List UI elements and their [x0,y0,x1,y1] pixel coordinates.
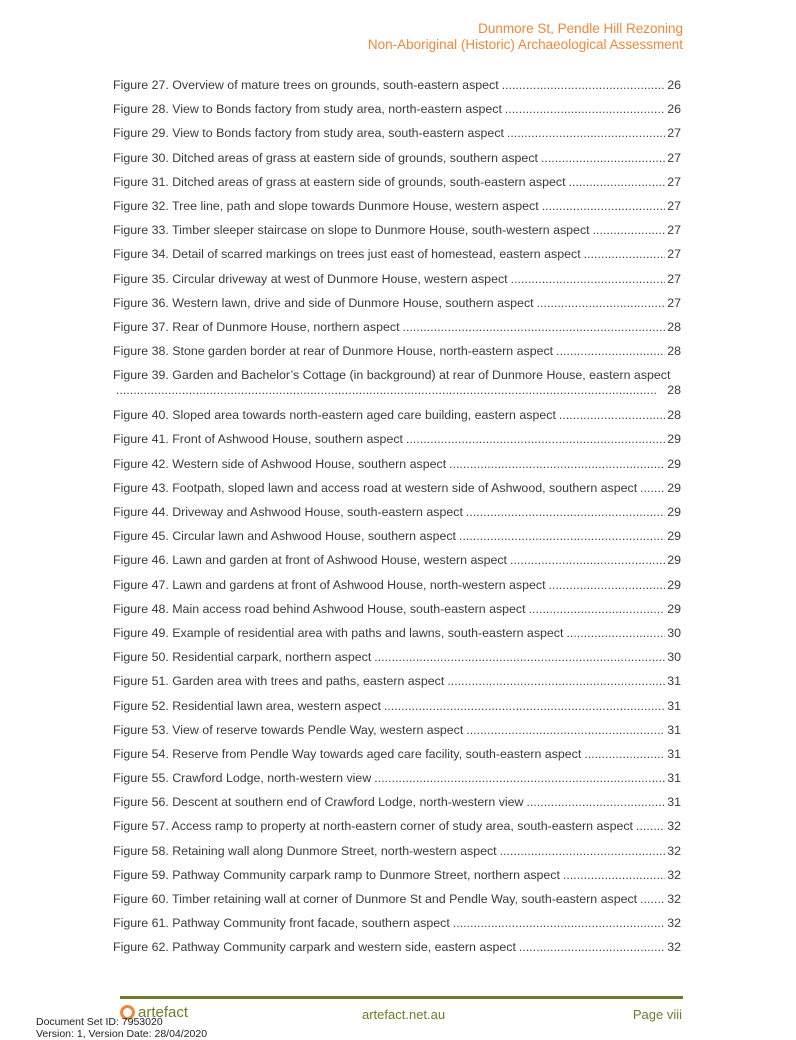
toc-entry[interactable] [113,819,681,843]
toc-entry[interactable] [113,175,681,199]
toc-entry-label: Figure 46. Lawn and garden at front of Ashwood House, western aspect [113,553,507,568]
toc-entry-page: 27 [667,126,681,141]
toc-entry[interactable] [113,674,681,698]
footer-website: artefact.net.au [362,1007,446,1022]
dot-leader [549,578,666,593]
toc-entry[interactable] [113,940,681,964]
toc-entry[interactable] [113,892,681,916]
toc-entry[interactable] [113,795,681,819]
dot-leader [537,296,666,311]
toc-entry-page: 29 [667,505,681,519]
dot-leader [593,223,666,238]
toc-entry-label: Figure 47. Lawn and gardens at front of Ashwood House, north-western aspect [113,577,546,592]
dot-leader [563,868,665,883]
toc-entry[interactable] [113,247,681,271]
dot-leader [566,626,665,641]
toc-entry-page: 29 [667,601,681,616]
toc-entry-label: Figure 48. Main access road behind Ashwood House, south-eastern aspect [113,601,526,616]
toc-entry[interactable] [113,199,681,223]
toc-entry-page: 27 [667,150,681,165]
toc-entry-label: Figure 28. View to Bonds factory from study area, north-eastern aspect [113,102,502,117]
toc-entry-page: 29 [667,432,681,447]
toc-entry-page: 30 [667,650,681,665]
toc-entry-label: Figure 61. Pathway Community front facade, southern aspect [113,916,450,931]
logo-text: artefact [138,1004,189,1021]
toc-entry[interactable] [113,916,681,940]
toc-entry-page: 32 [667,892,681,906]
document-set-id: Document Set ID: 7953020 [36,1016,163,1028]
toc-entry-label: Figure 58. Retaining wall along Dunmore Street, north-western aspect [113,843,497,858]
toc-entry-label: Figure 51. Garden area with trees and paths, eastern aspect [113,674,445,689]
toc-entry[interactable] [113,699,681,723]
toc-entry[interactable] [113,457,681,481]
toc-entry[interactable] [113,723,681,747]
toc-entry-label: Figure 57. Access ramp to property at north-eastern corner of study area, south-eastern aspect [113,819,633,834]
toc-entry-page: 27 [667,295,681,310]
toc-entry-page: 29 [667,480,681,495]
toc-entry-label: Figure 36. Western lawn, drive and side of Dunmore House, southern aspect [113,295,534,310]
toc-entry[interactable] [113,408,681,432]
toc-entry-label: Figure 52. Residential lawn area, western aspect [113,698,381,713]
toc-entry[interactable] [113,151,681,175]
toc-entry-page: 28 [667,344,681,359]
dot-leader [569,175,666,190]
dot-leader [636,819,665,834]
toc-entry[interactable] [113,771,681,795]
toc-entry[interactable] [113,102,681,126]
page-number: Page viii [632,1007,682,1022]
dot-leader [374,771,665,786]
toc-entry[interactable] [113,344,681,368]
dot-leader [403,320,666,335]
dot-leader [640,481,665,496]
dot-leader [505,102,665,117]
toc-entry[interactable] [113,868,681,892]
toc-entry-label: Figure 44. Driveway and Ashwood House, south-eastern aspect [113,505,463,519]
toc-entry-page: 32 [667,916,681,931]
toc-entry-page: 31 [667,674,681,689]
toc-entry-page: 27 [667,223,681,238]
toc-entry-page: 32 [667,867,681,882]
toc-entry-page: 32 [667,843,681,858]
document-metadata [36,1016,207,1040]
list-of-figures [113,78,681,965]
header-subtitle: Non-Aboriginal (Historic) Archaeological Assessment [367,37,683,52]
dot-leader [500,844,666,859]
dot-leader [449,457,665,472]
toc-entry-page: 26 [667,102,681,117]
toc-entry-label: Figure 39. Garden and Bachelor’s Cottage (in background) at rear of Dunmore House, eastern aspect [113,368,671,383]
toc-entry[interactable] [113,602,681,626]
toc-entry-label: Figure 45. Circular lawn and Ashwood House, southern aspect [113,529,456,544]
dot-leader [559,408,665,423]
toc-entry-label: Figure 49. Example of residential area with paths and lawns, south-eastern aspect [113,625,564,640]
toc-entry-label: Figure 29. View to Bonds factory from study area, south-eastern aspect [113,126,504,141]
dot-leader [519,940,665,955]
toc-entry-label: Figure 41. Front of Ashwood House, southern aspect [113,432,403,447]
dot-leader [466,505,665,520]
dot-leader [502,78,666,93]
toc-entry-label: Figure 43. Footpath, sloped lawn and access road at western side of Ashwood, southern aspect [113,480,638,495]
dot-leader [542,199,666,214]
dot-leader [466,723,665,738]
toc-entry[interactable] [113,650,681,674]
toc-entry-label: Figure 53. View of reserve towards Pendle Way, western aspect [113,722,464,737]
toc-entry[interactable] [113,78,681,102]
toc-entry-page: 26 [667,78,681,92]
toc-entry-label: Figure 59. Pathway Community carpark ramp to Dunmore Street, northern aspect [113,867,560,882]
toc-entry[interactable] [113,368,681,408]
toc-entry-label: Figure 50. Residential carpark, northern aspect [113,650,372,665]
dot-leader [529,602,666,617]
toc-entry-label: Figure 31. Ditched areas of grass at eastern side of grounds, south-eastern aspect [113,174,566,189]
toc-entry-page: 27 [667,198,681,213]
toc-entry-label: Figure 42. Western side of Ashwood House, southern aspect [113,456,447,471]
dot-leader [406,432,665,447]
toc-entry-page: 28 [667,408,681,423]
dot-leader [507,126,665,141]
dot-leader [584,247,666,262]
toc-entry-label: Figure 60. Timber retaining wall at corner of Dunmore St and Pendle Way, south-eastern aspect [113,892,638,906]
toc-entry-page: 29 [667,529,681,544]
toc-entry-label: Figure 56. Descent at southern end of Crawford Lodge, north-western view [113,795,524,810]
dot-leader [556,344,665,359]
header-title: Dunmore St, Pendle Hill Rezoning [478,21,683,36]
toc-entry-label: Figure 55. Crawford Lodge, north-western view [113,771,372,786]
toc-entry[interactable] [113,481,681,505]
toc-entry[interactable] [113,529,681,553]
toc-entry-page: 29 [667,577,681,592]
toc-entry[interactable] [113,126,681,150]
toc-entry-page: 27 [667,247,681,262]
toc-entry-page: 32 [667,819,681,834]
dot-leader [584,747,665,762]
dot-leader [640,892,665,907]
toc-entry-label: Figure 35. Circular driveway at west of Dunmore House, western aspect [113,271,508,286]
toc-entry-page: 31 [667,795,681,810]
toc-entry[interactable] [113,432,681,456]
toc-entry[interactable] [113,553,681,577]
document-version: Version: 1, Version Date: 28/04/2020 [36,1028,208,1040]
toc-entry-page: 31 [667,698,681,713]
toc-entry-label: Figure 40. Sloped area towards north-eastern aged care building, eastern aspect [113,408,556,423]
toc-entry[interactable] [113,747,681,771]
toc-entry[interactable] [113,296,681,320]
footer-divider [120,996,683,999]
dot-leader [374,650,665,665]
toc-entry-label: Figure 27. Overview of mature trees on grounds, south-eastern aspect [113,78,499,92]
toc-entry-page: 29 [667,553,681,568]
toc-entry-label: Figure 37. Rear of Dunmore House, northern aspect [113,319,400,334]
toc-entry-label: Figure 34. Detail of scarred markings on trees just east of homestead, eastern aspect [113,247,581,262]
toc-entry-label: Figure 33. Timber sleeper staircase on slope to Dunmore House, south-western aspect [113,223,590,238]
toc-entry-page: 28 [667,383,681,398]
toc-entry[interactable] [113,320,681,344]
toc-entry-page: 27 [667,271,681,286]
toc-entry[interactable] [113,578,681,602]
toc-entry[interactable] [113,272,681,296]
dot-leader [384,699,665,714]
toc-entry[interactable] [113,223,681,247]
toc-entry-page: 32 [667,940,681,955]
toc-entry-label: Figure 54. Reserve from Pendle Way towards aged care facility, south-eastern aspect [113,746,582,761]
dot-leader [447,674,665,689]
toc-entry-page: 27 [667,174,681,189]
toc-entry-label: Figure 62. Pathway Community carpark and western side, eastern aspect [113,940,516,955]
dot-leader [453,916,665,931]
toc-entry-label: Figure 38. Stone garden border at rear of Dunmore House, north-eastern aspect [113,344,554,359]
toc-entry-page: 31 [667,746,681,761]
dot-leader [511,272,666,287]
toc-entry-page: 30 [667,625,681,640]
toc-entry-label: Figure 30. Ditched areas of grass at eastern side of grounds, southern aspect [113,150,538,165]
dot-leader [527,795,666,810]
running-header [368,21,683,53]
toc-entry[interactable] [113,844,681,868]
toc-entry[interactable] [113,505,681,529]
dot-leader [510,553,665,568]
toc-entry-page: 28 [667,319,681,334]
toc-entry-page: 31 [667,771,681,786]
toc-entry-page: 31 [667,722,681,737]
toc-entry[interactable] [113,626,681,650]
toc-entry-label: Figure 32. Tree line, path and slope towards Dunmore House, western aspect [113,198,539,213]
dot-leader [116,383,665,398]
dot-leader [459,529,665,544]
dot-leader [541,151,665,166]
toc-entry-page: 29 [667,456,681,471]
